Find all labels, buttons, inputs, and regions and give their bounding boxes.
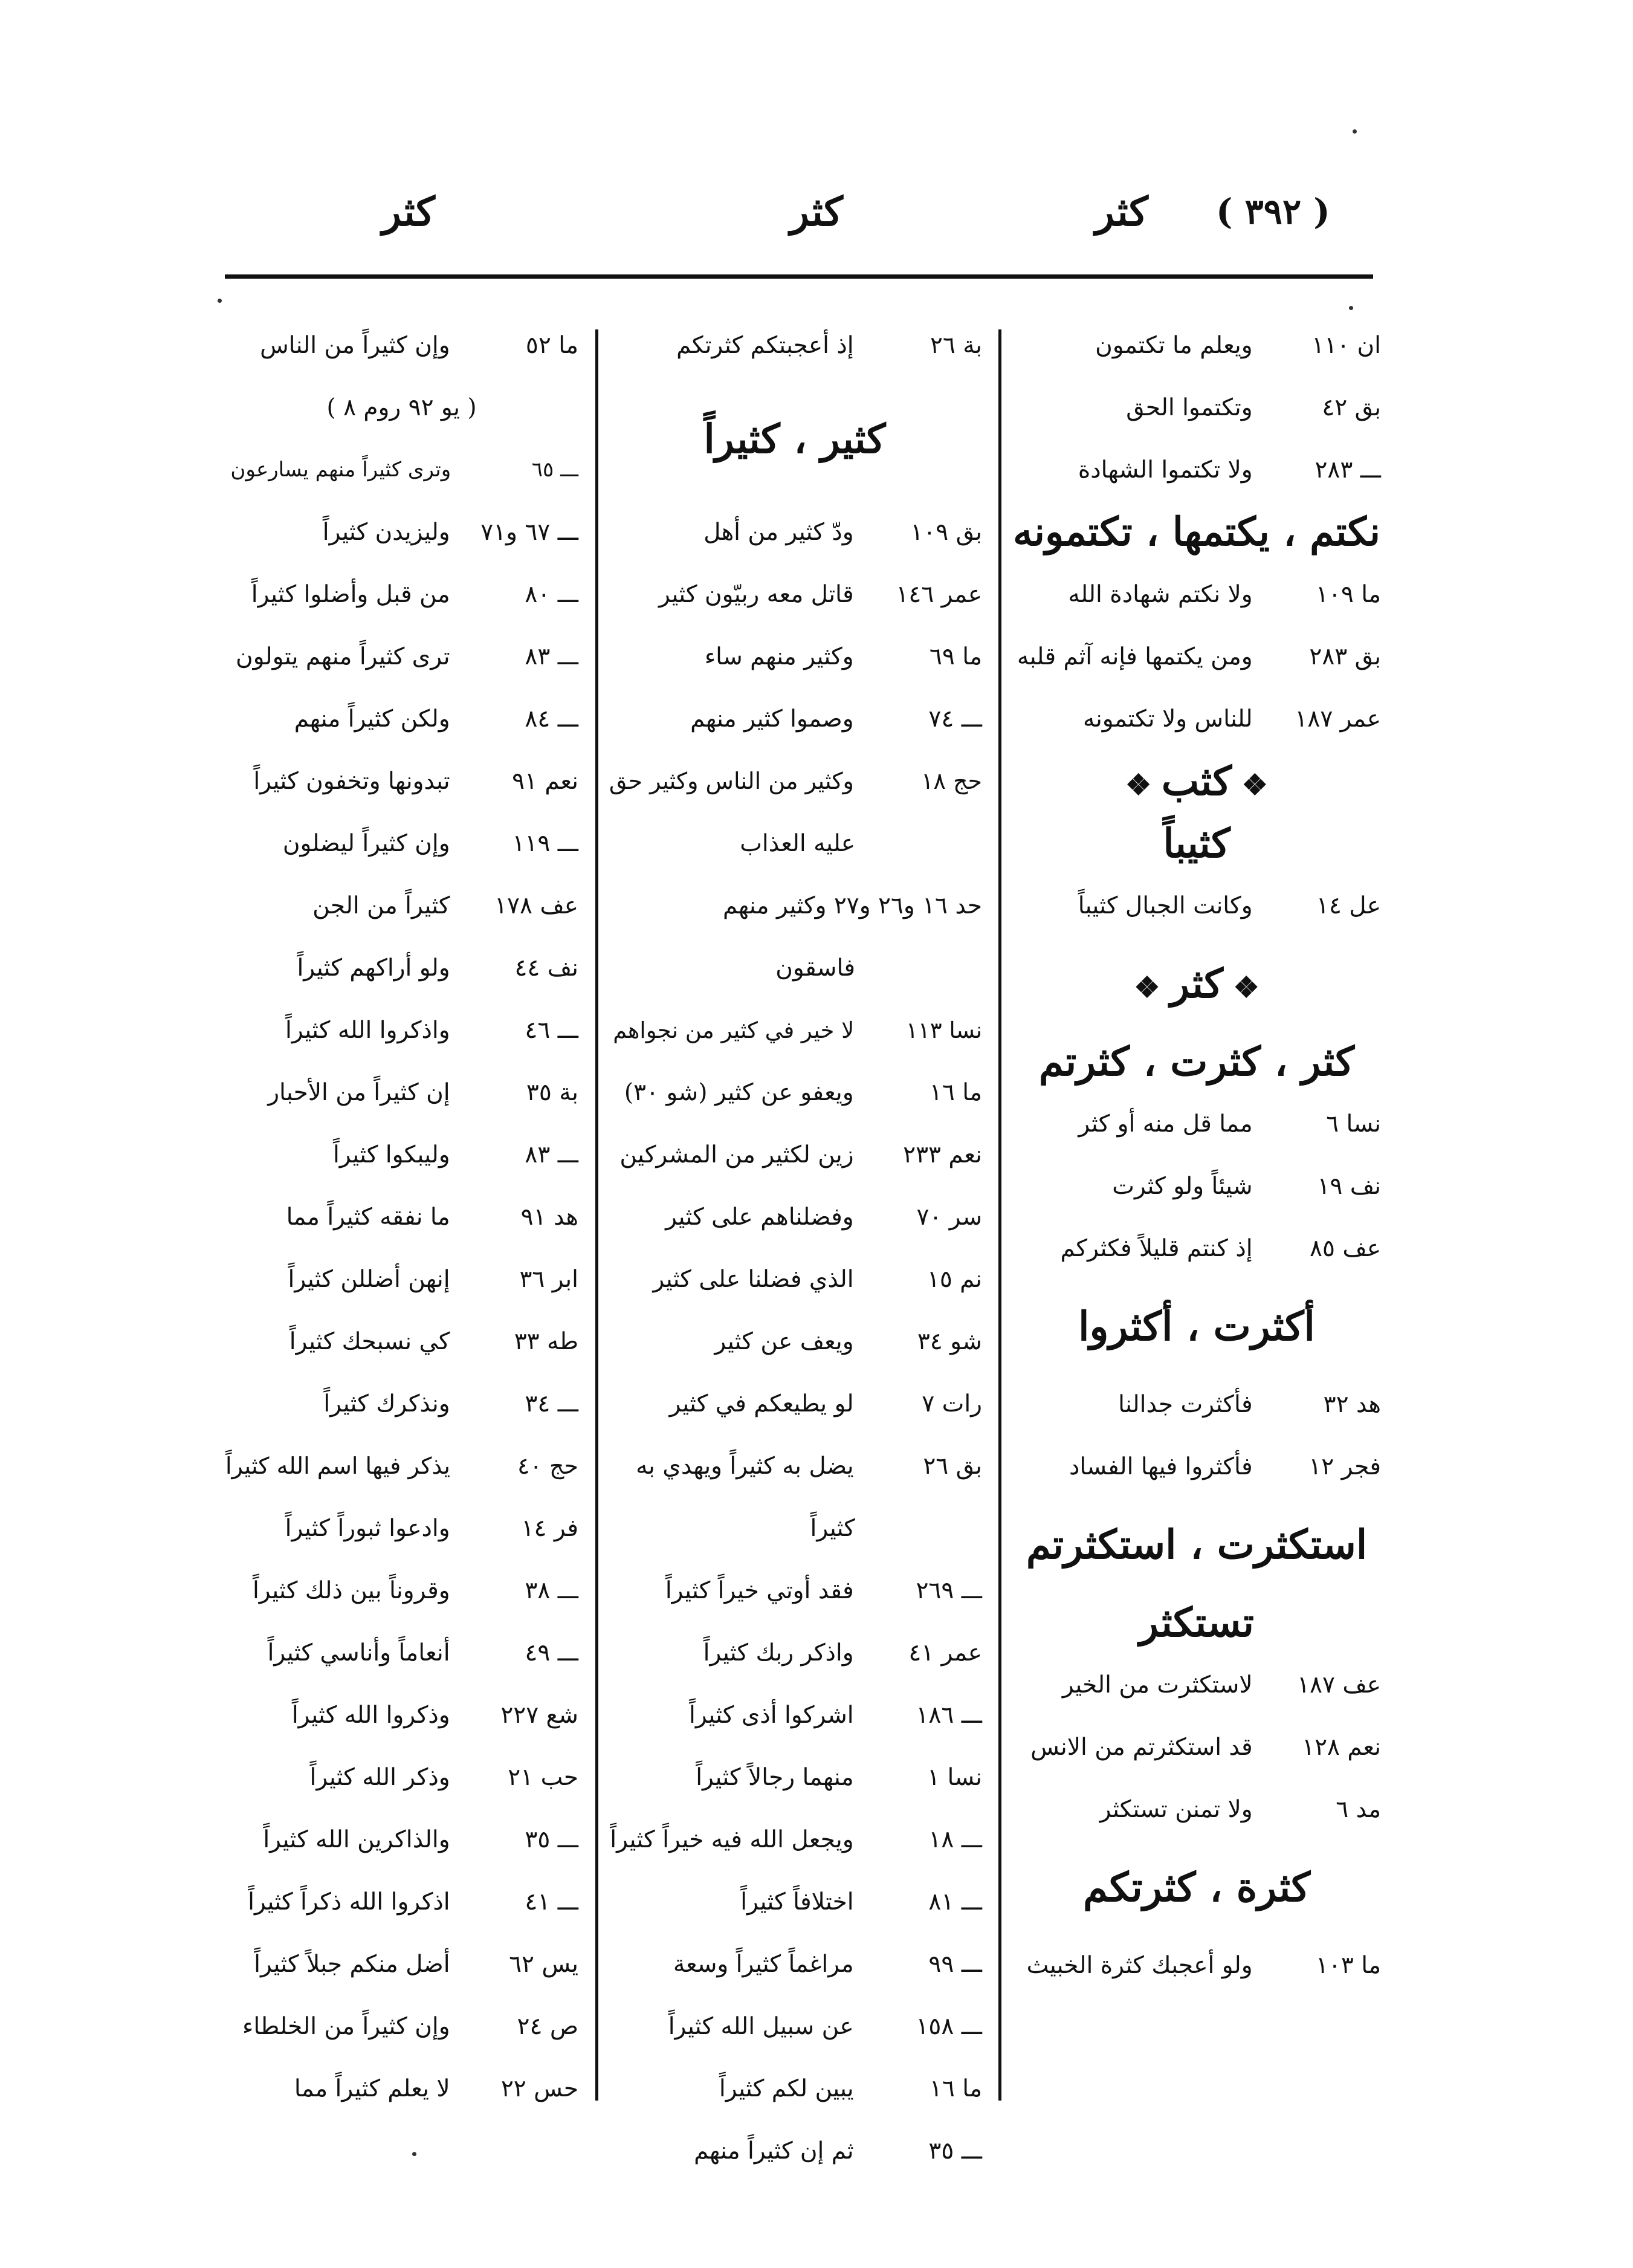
entry-text: وفضلناهم على كثير (665, 1204, 854, 1231)
entry-reference: فر ١٤ (521, 1515, 578, 1542)
root-heading: ❖ كثب ❖ (1012, 750, 1381, 812)
entry-text: للناس ولا تكتمونه (1083, 705, 1253, 733)
entry-line (607, 563, 982, 626)
entry-line (225, 1995, 578, 2058)
entry-text: أضل منكم جبلاً كثيراً (254, 1951, 450, 1978)
entry-line (1012, 626, 1381, 688)
entry-text: يذكر فيها اسم الله كثيراً (225, 1453, 450, 1479)
section-heading: استكثرت ، استكثرتم (1026, 1521, 1368, 1568)
entry-text: ولا تكتموا الشهادة (1078, 456, 1253, 484)
entry-reference: ـــ ٨٣ (525, 1141, 578, 1168)
entry-reference: ـــ ٢٨٣ (1314, 456, 1381, 484)
entry-reference: مد ٦ (1336, 1796, 1381, 1823)
entry-text: ولو أراكهم كثيراً (297, 954, 450, 982)
entry-text: يبين لكم كثيراً (719, 2075, 854, 2102)
entry-line (1012, 1934, 1381, 1997)
entry-text: وادعوا ثبوراً كثيراً (285, 1515, 450, 1542)
entry-text: إنهن أضللن كثيراً (288, 1266, 450, 1293)
entry-line (1012, 875, 1381, 937)
entry-reference: ـــ ٨٠ (525, 581, 578, 608)
entry-reference: ـــ ٤١ (525, 1888, 578, 1916)
entry-text: عن سبيل الله كثيراً (668, 2013, 854, 2040)
entry-reference: ما ٦٩ (929, 643, 982, 670)
entry-reference: بق ٢٨٣ (1309, 643, 1381, 670)
entry-text: قاتل معه ربيّون كثير (659, 581, 854, 608)
entry-text: وكثير منهم ساء (704, 643, 854, 670)
entry-line (607, 1373, 982, 1435)
entry-reference: ـــ ٣٥ (928, 2137, 982, 2165)
entry-text: إذ أعجبتكم كثرتكم (676, 332, 854, 359)
entry-text: اذكروا الله ذكراً كثيراً (248, 1888, 450, 1916)
entry-reference: ما ١٦ (929, 1079, 982, 1106)
entry-reference: ـــ ٧٤ (928, 705, 982, 733)
entry-text: ما نفقه كثيراً مما (286, 1204, 450, 1231)
entry-reference: ما ١٦ (929, 2075, 982, 2102)
page-number: ( ٣٩٢ ) (1216, 191, 1330, 232)
entry-reference: ـــ ٦٧ و٧١ (480, 519, 578, 546)
entry-line (607, 1435, 982, 1497)
entry-line (225, 1746, 578, 1809)
entry-reference: نسا ١١٣ (906, 1017, 982, 1043)
entry-line (225, 1186, 578, 1248)
entry-text: والذاكرين الله كثيراً (263, 1826, 450, 1853)
entry-text: وقروناً بين ذلك كثيراً (252, 1577, 450, 1604)
entry-text: وليبكوا كثيراً (332, 1141, 450, 1168)
entry-line (607, 875, 982, 937)
entry-text: ويعلم ما تكتمون (1095, 332, 1253, 359)
section-heading: تستكثر (1139, 1599, 1254, 1646)
entry-reference: ـــ ٩٩ (928, 1951, 982, 1978)
entry-text: ودّ كثير من أهل (703, 519, 854, 546)
entry-reference: ـــ ٨٣ (525, 643, 578, 670)
entry-text: ولكن كثيراً منهم (294, 705, 450, 733)
entry-line (1012, 1093, 1381, 1155)
entry-reference: ما ٥٢ (525, 332, 578, 359)
entry-reference: بة ٣٥ (526, 1079, 578, 1106)
entry-line (225, 1124, 578, 1186)
entry-reference: ما ١٠٩ (1315, 581, 1381, 608)
entry-reference: نم ١٥ (926, 1266, 982, 1293)
entry-continuation: كثيراً (810, 1515, 855, 1542)
entry-line (607, 626, 982, 688)
entry-text: وليزيدن كثيراً (322, 519, 450, 546)
entry-text: مراغماً كثيراً وسعة (673, 1951, 854, 1978)
entry-reference: سر ٧٠ (916, 1204, 982, 1231)
entry-text: وذكر الله كثيراً (309, 1764, 450, 1791)
column-divider-left (595, 329, 598, 2101)
entry-reference: نعم ٩١ (512, 768, 578, 795)
entry-line (1012, 439, 1381, 501)
entry-reference: نعم ١٢٨ (1302, 1734, 1381, 1761)
entry-continuation: فاسقون (775, 954, 855, 982)
column-divider-right (998, 329, 1001, 2101)
entry-reference: ـــ ٦٥ (531, 458, 578, 482)
cross-reference-note: ( يو ٩٢ روم ٨ ) (326, 394, 477, 421)
entry-text: ولو أعجبك كثرة الخبيث (1026, 1952, 1253, 1979)
entry-text: اشركوا أذى كثيراً (689, 1702, 854, 1729)
entry-line (607, 314, 982, 377)
entry-text: لاستكثرت من الخير (1062, 1671, 1253, 1699)
entry-text: إذ كنتم قليلاً فكثركم (1060, 1235, 1253, 1262)
entry-reference: بق ٤٢ (1322, 394, 1381, 421)
root-heading: ❖ كثر ❖ (1012, 937, 1381, 1031)
entry-text: ومن يكتمها فإنه آثم قلبه (1017, 643, 1253, 670)
entry-line (225, 1871, 578, 1933)
entry-reference: هد ٣٢ (1323, 1391, 1381, 1418)
entry-line (1012, 563, 1381, 626)
entry-text: إن كثيراً من الأحبار (268, 1079, 450, 1106)
section-heading: نكتم ، يكتمها ، تكتمونه (1013, 509, 1380, 555)
entry-line (1012, 1217, 1381, 1280)
entry-reference: ـــ ٢٦٩ (916, 1577, 982, 1604)
entry-line (225, 626, 578, 688)
entry-line (1012, 1155, 1381, 1217)
entry-text: شيئاً ولو كثرت (1112, 1173, 1253, 1200)
page-header (225, 181, 1373, 242)
entry-line (607, 999, 982, 1061)
entry-line (607, 1995, 982, 2058)
entry-reference: هد ٩١ (520, 1204, 578, 1231)
entry-reference: حس ٢٢ (500, 2075, 578, 2102)
header-headword-right: كثر (1095, 188, 1148, 235)
entry-reference: ـــ ٣٥ (525, 1826, 578, 1853)
entry-line (225, 1248, 578, 1311)
entry-reference: ـــ ٨٤ (525, 705, 578, 733)
entry-text: ويعفو عن كثير (شو ٣٠) (624, 1079, 854, 1106)
entry-text: وكانت الجبال كثيباً (1078, 892, 1253, 919)
section-heading: أكثرت ، أكثروا (1078, 1303, 1315, 1350)
entry-text: وإن كثيراً من الخلطاء (242, 2013, 450, 2040)
section-heading: كثر ، كثرت ، كثرتم (1038, 1038, 1355, 1085)
entry-reference: ـــ ٣٨ (525, 1577, 578, 1604)
entry-reference: ان ١١٠ (1311, 332, 1381, 359)
entry-text: لا يعلم كثيراً مما (294, 2075, 450, 2102)
entry-line (225, 1497, 578, 1560)
entry-text: فأكثروا فيها الفساد (1069, 1453, 1253, 1480)
entry-line (607, 1684, 982, 1746)
entry-text: وتكتموا الحق (1126, 394, 1253, 421)
entry-line (607, 1809, 982, 1871)
entry-line (607, 2058, 982, 2120)
entry-line (225, 1684, 578, 1746)
entry-text: وكثير من الناس وكثير حق (609, 768, 854, 794)
entry-line (1012, 377, 1381, 439)
entry-reference: ـــ ٤٦ (525, 1017, 578, 1044)
entry-text: وترى كثيراً منهم يسارعون (230, 458, 451, 482)
entry-line (1012, 1436, 1381, 1498)
entry-line (607, 1622, 982, 1684)
entry-line (225, 1809, 578, 1871)
entry-text: وإن كثيراً ليضلون (282, 830, 450, 857)
entry-reference: بة ٢٦ (930, 332, 982, 359)
entry-line (1012, 688, 1381, 750)
section-heading: كثيباً (1163, 820, 1230, 867)
entry-text: زين لكثير من المشركين (619, 1141, 854, 1168)
entry-line (225, 1933, 578, 1995)
entry-reference: حد ١٦ و٢٦ و٢٧ (833, 892, 982, 919)
entry-text: ويجعل الله فيه خيراً كثيراً (610, 1826, 854, 1853)
entry-reference: رات ٧ (922, 1390, 982, 1418)
entry-reference: عف ١٨٧ (1297, 1671, 1381, 1699)
entry-reference: ـــ ٤٩ (525, 1639, 578, 1667)
entry-text: وكثير منهم (722, 892, 827, 919)
entry-reference: ـــ ١٥٨ (916, 2013, 982, 2040)
entry-text: مما قل منه أو كثر (1078, 1110, 1253, 1138)
entry-line (1012, 1778, 1381, 1841)
entry-line (607, 1871, 982, 1933)
section-heading: كثير ، كثيراً (703, 415, 886, 462)
entry-reference: بق ٢٦ (923, 1453, 982, 1480)
entry-reference: ـــ ٨١ (928, 1888, 982, 1916)
entry-reference: ـــ ٣٤ (525, 1390, 578, 1418)
entry-reference: فجر ١٢ (1308, 1453, 1381, 1480)
entry-continuation: عليه العذاب (740, 830, 855, 857)
entry-line (225, 688, 578, 750)
entry-line (607, 1560, 982, 1622)
entry-line (225, 314, 578, 377)
entry-line (225, 1560, 578, 1622)
entry-text: فقد أوتي خيراً كثيراً (665, 1577, 854, 1604)
entry-text: تبدونها وتخفون كثيراً (253, 768, 450, 795)
section-heading: كثرة ، كثرتكم (1082, 1864, 1311, 1911)
entry-line (225, 501, 578, 563)
entry-reference: حج ١٨ (921, 768, 982, 794)
entry-reference: شع ٢٢٧ (500, 1702, 578, 1729)
entry-reference: عمر ٤١ (908, 1639, 982, 1667)
entry-text: يضل به كثيراً ويهدي به (636, 1453, 854, 1480)
entry-reference: ابر ٣٦ (519, 1266, 578, 1293)
entry-line (607, 1933, 982, 1995)
column-left (225, 314, 578, 2116)
entry-reference: نسا ١ (927, 1764, 982, 1791)
entry-reference: عف ٨٥ (1310, 1235, 1381, 1262)
entry-line (225, 2058, 578, 2120)
entry-line (607, 501, 982, 563)
entry-text: ترى كثيراً منهم يتولون (236, 643, 450, 670)
entry-text: واذكروا الله كثيراً (285, 1017, 450, 1044)
entry-line (607, 2120, 982, 2182)
entry-line (607, 1124, 982, 1186)
entry-reference: بق ١٠٩ (910, 519, 982, 546)
entry-line (607, 1248, 982, 1311)
entry-line (225, 1373, 578, 1435)
entry-reference: عمر ١٤٦ (896, 581, 982, 608)
entry-text: منهما رجالاً كثيراً (696, 1764, 854, 1791)
header-headword-middle: كثر (790, 188, 843, 235)
entry-text: كثيراً من الجن (312, 892, 450, 919)
entry-reference: ما ١٠٣ (1315, 1952, 1381, 1979)
entry-text: وذكروا الله كثيراً (291, 1702, 450, 1729)
entry-line (225, 812, 578, 875)
column-middle (607, 314, 982, 2165)
entry-line (607, 688, 982, 750)
entry-reference: شو ٣٤ (917, 1328, 982, 1355)
entry-line (225, 563, 578, 626)
entry-text: ولا تمنن تستكثر (1099, 1796, 1253, 1823)
entry-line (607, 750, 982, 812)
entry-line (225, 439, 578, 501)
entry-reference: ـــ ١٨ (928, 1826, 982, 1853)
entry-reference: ـــ ١١٩ (512, 830, 578, 857)
header-rule (225, 274, 1373, 279)
entry-line (607, 1311, 982, 1373)
entry-reference: حب ٢١ (508, 1764, 578, 1791)
entry-text: قد استكثرتم من الانس (1030, 1734, 1253, 1761)
entry-line (225, 1435, 578, 1497)
entry-line (1012, 1373, 1381, 1436)
entry-text: من قبل وأضلوا كثيراً (251, 581, 450, 608)
entry-text: ثم إن كثيراً منهم (694, 2137, 854, 2165)
entry-reference: يس ٦٢ (509, 1951, 578, 1978)
entry-reference: ـــ ١٨٦ (916, 1702, 982, 1729)
entry-line (607, 1061, 982, 1124)
entry-reference: نف ٤٤ (514, 954, 578, 982)
entry-text: ولا نكتم شهادة الله (1068, 581, 1253, 608)
entry-line (225, 1622, 578, 1684)
entry-line (1012, 1654, 1381, 1716)
column-right (1012, 314, 1381, 2116)
entry-reference: حج ٤٠ (517, 1453, 578, 1479)
entry-text: اختلافاً كثيراً (740, 1888, 854, 1916)
header-headword-left: كثر (382, 188, 435, 235)
entry-text: كي نسبحك كثيراً (289, 1328, 450, 1355)
entry-text: فأكثرت جدالنا (1118, 1391, 1253, 1418)
entry-text: ونذكرك كثيراً (323, 1390, 450, 1418)
entry-line (607, 1186, 982, 1248)
entry-line (225, 937, 578, 999)
entry-line (225, 750, 578, 812)
entry-line (225, 999, 578, 1061)
entry-line (1012, 314, 1381, 377)
entry-reference: ص ٢٤ (517, 2013, 578, 2040)
entry-text: ويعف عن كثير (714, 1328, 854, 1355)
entry-text: لا خير في كثير من نجواهم (613, 1017, 855, 1043)
entry-line (607, 1746, 982, 1809)
entry-text: الذي فضلنا على كثير (653, 1266, 854, 1293)
entry-reference: عل ١٤ (1316, 892, 1381, 919)
entry-reference: نف ١٩ (1317, 1173, 1381, 1200)
entry-line (225, 1061, 578, 1124)
entry-reference: عمر ١٨٧ (1295, 705, 1381, 733)
entry-reference: عف ١٧٨ (494, 892, 578, 919)
entry-line (225, 875, 578, 937)
entry-reference: نعم ٢٣٣ (903, 1141, 982, 1168)
entry-line (1012, 1716, 1381, 1778)
entry-line (225, 1311, 578, 1373)
entry-reference: نسا ٦ (1326, 1110, 1381, 1138)
entry-reference: طه ٣٣ (514, 1328, 578, 1355)
entry-text: وإن كثيراً من الناس (260, 332, 450, 359)
entry-text: لو يطيعكم في كثير (669, 1390, 854, 1418)
entry-text: وصموا كثير منهم (690, 705, 854, 733)
entry-text: أنعاماً وأناسي كثيراً (267, 1639, 450, 1667)
entry-text: واذكر ربك كثيراً (703, 1639, 854, 1667)
